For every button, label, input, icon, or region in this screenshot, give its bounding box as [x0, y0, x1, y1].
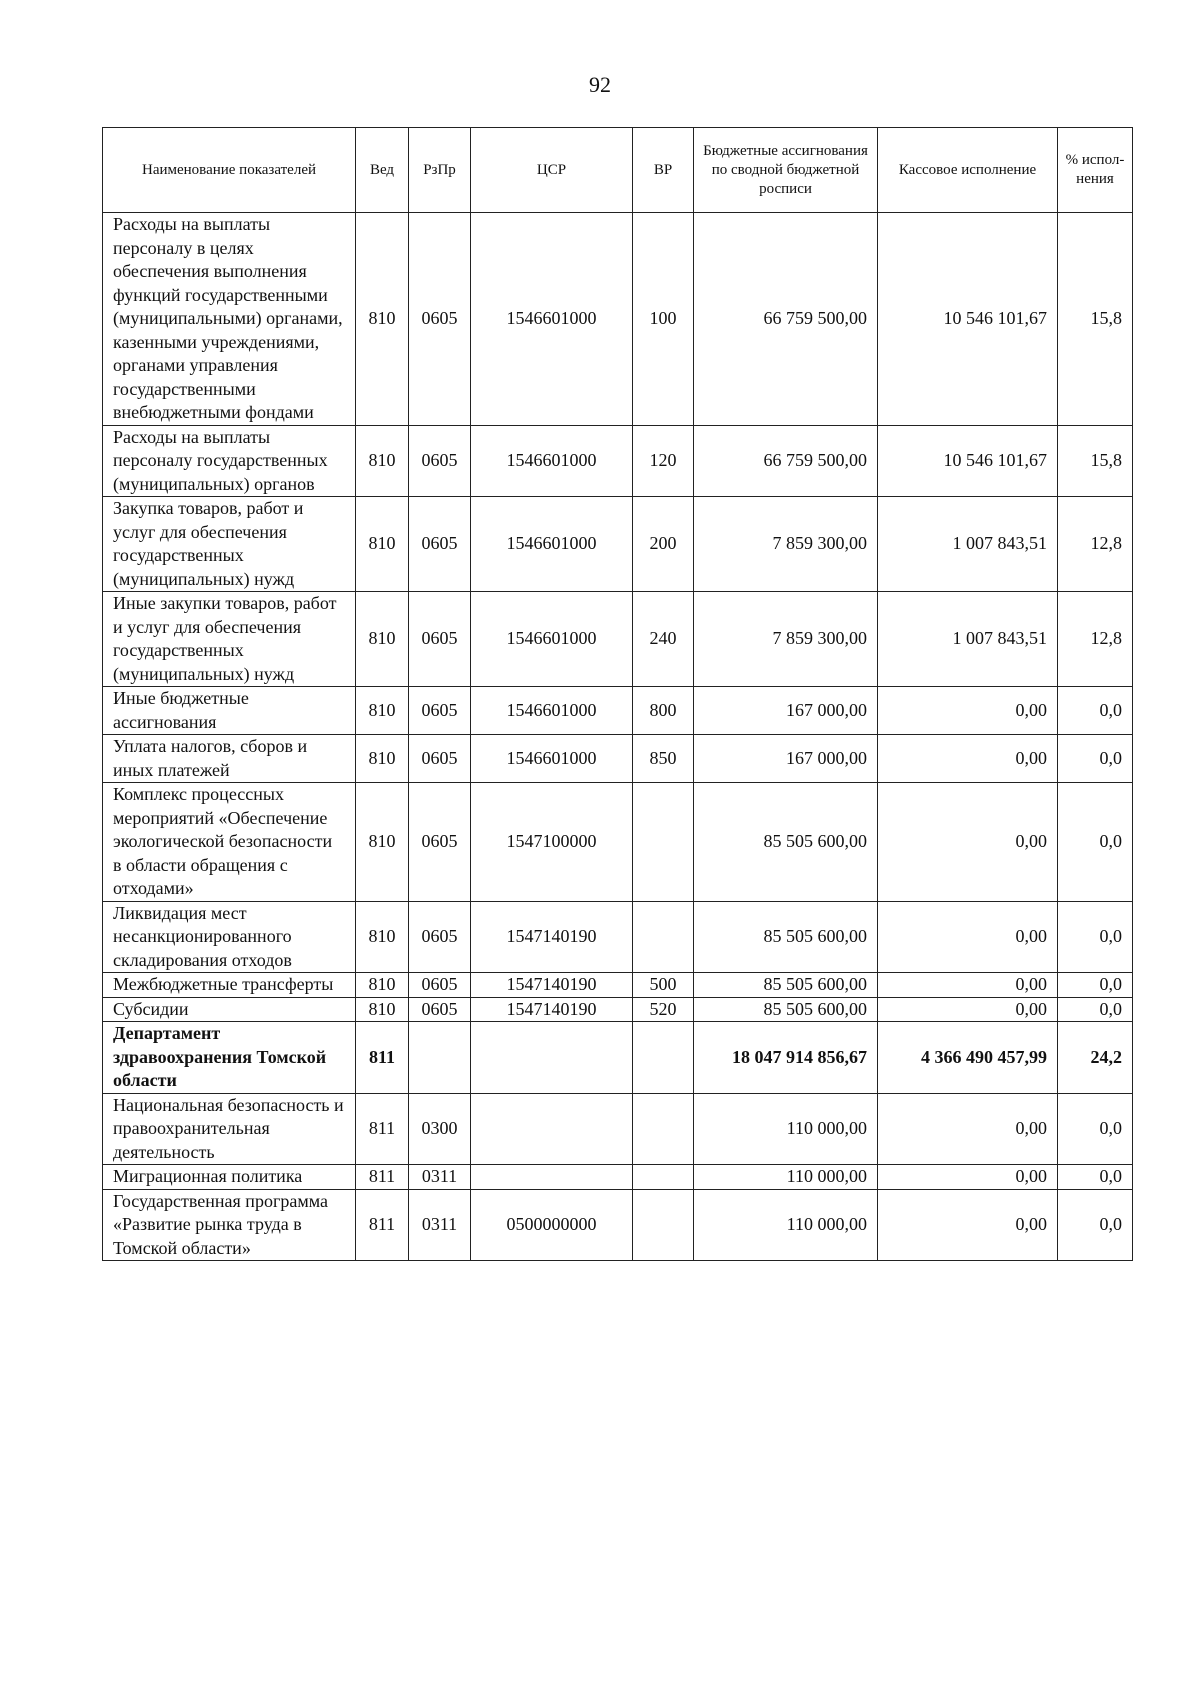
table-row — [103, 497, 1133, 592]
table-row — [103, 997, 1133, 1022]
cell-indicator-name: Национальная безопасность и правоохранительная деятельность — [103, 1093, 356, 1165]
cell-vr — [633, 901, 694, 973]
cell-vr: 500 — [633, 973, 694, 998]
cell-execution-percent: 24,2 — [1058, 1022, 1133, 1094]
cell-vr: 520 — [633, 997, 694, 1022]
cell-rzpr — [409, 1022, 471, 1094]
cell-cash-execution: 10 546 101,67 — [878, 425, 1058, 497]
cell-indicator-name: Государственная программа «Развитие рынка труда в Томской области» — [103, 1189, 356, 1261]
cell-csr: 1546601000 — [471, 592, 633, 687]
cell-vr: 850 — [633, 735, 694, 783]
cell-csr — [471, 1093, 633, 1165]
table-row — [103, 592, 1133, 687]
cell-ved: 810 — [356, 735, 409, 783]
cell-execution-percent: 0,0 — [1058, 1093, 1133, 1165]
cell-budget-allocation: 18 047 914 856,67 — [694, 1022, 878, 1094]
table-row — [103, 425, 1133, 497]
cell-cash-execution: 0,00 — [878, 997, 1058, 1022]
cell-rzpr: 0605 — [409, 592, 471, 687]
cell-vr: 120 — [633, 425, 694, 497]
cell-vr — [633, 1165, 694, 1190]
cell-execution-percent: 0,0 — [1058, 783, 1133, 902]
cell-rzpr: 0605 — [409, 735, 471, 783]
header-csr: ЦСР — [471, 128, 633, 213]
cell-budget-allocation: 7 859 300,00 — [694, 497, 878, 592]
cell-vr: 200 — [633, 497, 694, 592]
cell-indicator-name: Иные закупки товаров, работ и услуг для обеспечения государственных (муниципальных) нужд — [103, 592, 356, 687]
cell-ved: 810 — [356, 592, 409, 687]
cell-rzpr: 0300 — [409, 1093, 471, 1165]
cell-cash-execution: 0,00 — [878, 1093, 1058, 1165]
cell-vr — [633, 783, 694, 902]
cell-indicator-name: Субсидии — [103, 997, 356, 1022]
header-budget-allocations: Бюджетные ассигнования по сводной бюджетной росписи — [694, 128, 878, 213]
cell-indicator-name: Закупка товаров, работ и услуг для обеспечения государственных (муниципальных) нужд — [103, 497, 356, 592]
cell-execution-percent: 0,0 — [1058, 1189, 1133, 1261]
cell-cash-execution: 0,00 — [878, 901, 1058, 973]
cell-indicator-name: Департамент здравоохранения Томской области — [103, 1022, 356, 1094]
cell-budget-allocation: 110 000,00 — [694, 1093, 878, 1165]
cell-cash-execution: 10 546 101,67 — [878, 213, 1058, 426]
cell-cash-execution: 1 007 843,51 — [878, 592, 1058, 687]
table-row — [103, 735, 1133, 783]
table-body — [103, 213, 1133, 1261]
cell-vr: 100 — [633, 213, 694, 426]
cell-vr: 240 — [633, 592, 694, 687]
cell-rzpr: 0605 — [409, 997, 471, 1022]
cell-csr: 1547140190 — [471, 997, 633, 1022]
cell-ved: 811 — [356, 1189, 409, 1261]
cell-ved: 810 — [356, 687, 409, 735]
header-indicator-name: Наименование показателей — [103, 128, 356, 213]
cell-budget-allocation: 85 505 600,00 — [694, 783, 878, 902]
cell-indicator-name: Иные бюджетные ассигнования — [103, 687, 356, 735]
cell-ved: 810 — [356, 973, 409, 998]
cell-csr: 1547140190 — [471, 973, 633, 998]
cell-ved: 810 — [356, 901, 409, 973]
table-row — [103, 1189, 1133, 1261]
table-row — [103, 973, 1133, 998]
cell-vr: 800 — [633, 687, 694, 735]
header-execution-percent: % испол-нения — [1058, 128, 1133, 213]
cell-csr: 1546601000 — [471, 735, 633, 783]
table-row — [103, 1093, 1133, 1165]
page-number: 92 — [589, 72, 611, 97]
cell-vr — [633, 1189, 694, 1261]
cell-indicator-name: Ликвидация мест несанкционированного складирования отходов — [103, 901, 356, 973]
cell-rzpr: 0605 — [409, 973, 471, 998]
table-row — [103, 213, 1133, 426]
cell-budget-allocation: 66 759 500,00 — [694, 425, 878, 497]
cell-execution-percent: 0,0 — [1058, 973, 1133, 998]
cell-cash-execution: 0,00 — [878, 1189, 1058, 1261]
cell-rzpr: 0605 — [409, 213, 471, 426]
cell-indicator-name: Уплата налогов, сборов и иных платежей — [103, 735, 356, 783]
cell-budget-allocation: 167 000,00 — [694, 735, 878, 783]
cell-execution-percent: 12,8 — [1058, 592, 1133, 687]
cell-ved: 811 — [356, 1165, 409, 1190]
cell-csr — [471, 1165, 633, 1190]
cell-execution-percent: 0,0 — [1058, 901, 1133, 973]
cell-indicator-name: Комплекс процессных мероприятий «Обеспечение экологической безопасности в области обращения с отходами» — [103, 783, 356, 902]
cell-indicator-name: Миграционная политика — [103, 1165, 356, 1190]
cell-execution-percent: 12,8 — [1058, 497, 1133, 592]
cell-rzpr: 0605 — [409, 687, 471, 735]
cell-cash-execution: 0,00 — [878, 973, 1058, 998]
cell-execution-percent: 15,8 — [1058, 213, 1133, 426]
cell-indicator-name: Расходы на выплаты персоналу государственных (муниципальных) органов — [103, 425, 356, 497]
cell-budget-allocation: 85 505 600,00 — [694, 901, 878, 973]
cell-ved: 810 — [356, 997, 409, 1022]
cell-vr — [633, 1093, 694, 1165]
header-ved: Вед — [356, 128, 409, 213]
table-row — [103, 1165, 1133, 1190]
cell-ved: 810 — [356, 783, 409, 902]
cell-budget-allocation: 85 505 600,00 — [694, 973, 878, 998]
cell-cash-execution: 0,00 — [878, 735, 1058, 783]
cell-csr: 1547140190 — [471, 901, 633, 973]
cell-indicator-name: Расходы на выплаты персоналу в целях обеспечения выполнения функций государственными (муниципальными) органами, казенными учреждениями, органами управления государственными внебюджетными фондами — [103, 213, 356, 426]
cell-cash-execution: 1 007 843,51 — [878, 497, 1058, 592]
table-row — [103, 687, 1133, 735]
cell-rzpr: 0605 — [409, 901, 471, 973]
cell-csr: 0500000000 — [471, 1189, 633, 1261]
cell-vr — [633, 1022, 694, 1094]
table-row — [103, 1022, 1133, 1094]
cell-execution-percent: 0,0 — [1058, 687, 1133, 735]
cell-cash-execution: 0,00 — [878, 783, 1058, 902]
cell-budget-allocation: 7 859 300,00 — [694, 592, 878, 687]
cell-execution-percent: 15,8 — [1058, 425, 1133, 497]
cell-ved: 811 — [356, 1093, 409, 1165]
cell-indicator-name: Межбюджетные трансферты — [103, 973, 356, 998]
cell-execution-percent: 0,0 — [1058, 1165, 1133, 1190]
cell-rzpr: 0605 — [409, 425, 471, 497]
cell-rzpr: 0605 — [409, 497, 471, 592]
cell-csr: 1546601000 — [471, 425, 633, 497]
header-cash-execution: Кассовое исполнение — [878, 128, 1058, 213]
table-row — [103, 783, 1133, 902]
cell-csr — [471, 1022, 633, 1094]
cell-cash-execution: 4 366 490 457,99 — [878, 1022, 1058, 1094]
cell-budget-allocation: 66 759 500,00 — [694, 213, 878, 426]
cell-csr: 1546601000 — [471, 213, 633, 426]
cell-ved: 810 — [356, 425, 409, 497]
budget-execution-table — [102, 127, 1133, 1261]
header-rzpr: РзПр — [409, 128, 471, 213]
cell-rzpr: 0311 — [409, 1189, 471, 1261]
cell-cash-execution: 0,00 — [878, 687, 1058, 735]
header-vr: ВР — [633, 128, 694, 213]
cell-ved: 810 — [356, 497, 409, 592]
cell-csr: 1546601000 — [471, 687, 633, 735]
cell-ved: 810 — [356, 213, 409, 426]
cell-budget-allocation: 110 000,00 — [694, 1165, 878, 1190]
cell-execution-percent: 0,0 — [1058, 735, 1133, 783]
cell-csr: 1547100000 — [471, 783, 633, 902]
cell-rzpr: 0605 — [409, 783, 471, 902]
cell-cash-execution: 0,00 — [878, 1165, 1058, 1190]
cell-ved: 811 — [356, 1022, 409, 1094]
table-header-row — [103, 128, 1133, 213]
cell-csr: 1546601000 — [471, 497, 633, 592]
cell-budget-allocation: 85 505 600,00 — [694, 997, 878, 1022]
cell-rzpr: 0311 — [409, 1165, 471, 1190]
cell-budget-allocation: 167 000,00 — [694, 687, 878, 735]
cell-execution-percent: 0,0 — [1058, 997, 1133, 1022]
cell-budget-allocation: 110 000,00 — [694, 1189, 878, 1261]
table-row — [103, 901, 1133, 973]
